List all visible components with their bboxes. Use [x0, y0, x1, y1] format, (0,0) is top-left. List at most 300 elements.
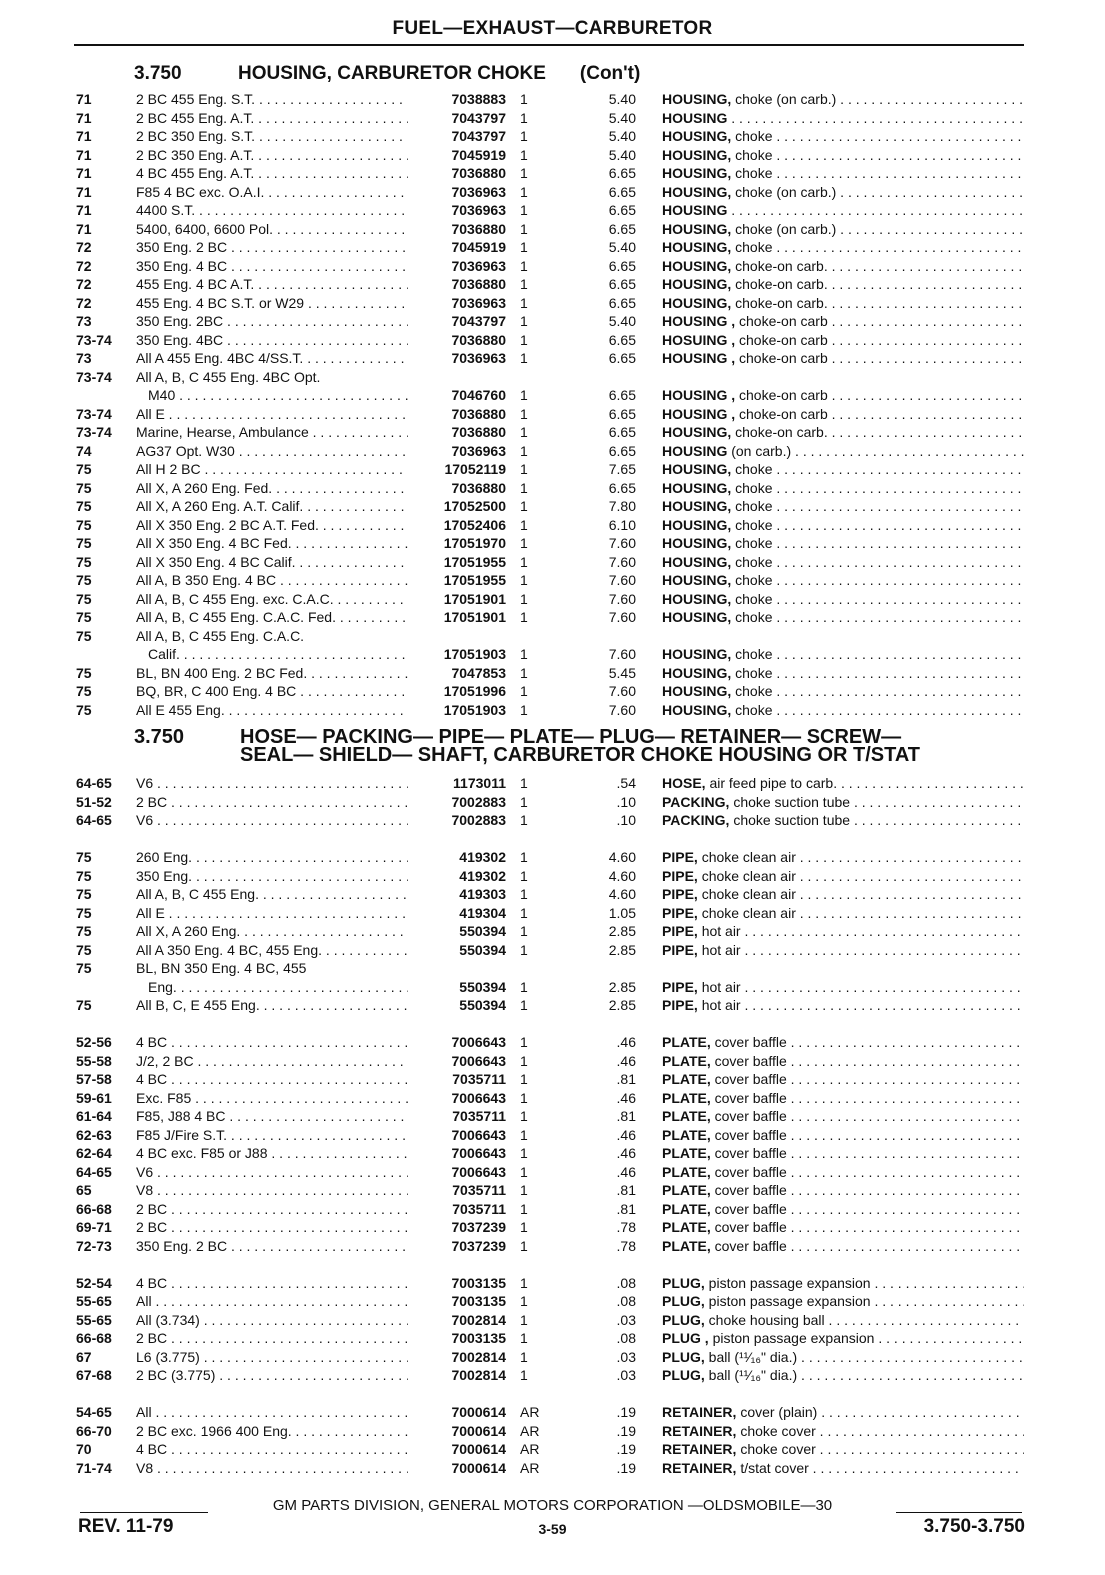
part-number: 7002883 — [451, 812, 506, 828]
application-description — [136, 571, 408, 590]
part-name — [662, 1033, 1024, 1052]
part-number: 7046760 — [451, 387, 506, 403]
part-name — [662, 922, 1024, 941]
table-row — [0, 275, 1105, 294]
part-detail: choke . . . — [735, 702, 1024, 718]
part-name — [662, 996, 1024, 1015]
part-name-bold: PLUG , — [662, 1330, 709, 1346]
part-detail: choke-on carb. . . . — [735, 276, 1024, 292]
application-text: 2 BC . . . — [136, 794, 408, 810]
part-name-bold: HOUSING — [662, 202, 728, 218]
application-text: 4 BC exc. F85 or J88 . . . — [136, 1145, 408, 1161]
part-detail: hot air . . . — [702, 997, 1024, 1013]
part-detail: ball (¹¹⁄₁₆" dia.) . . . — [709, 1349, 1024, 1365]
application-description — [136, 405, 408, 424]
price: 5.40 — [608, 239, 636, 255]
part-detail: choke . . . — [735, 517, 1024, 533]
application-text: BL, BN 400 Eng. 2 BC Fed. . . . — [136, 665, 408, 681]
quantity: AR — [520, 1459, 540, 1476]
application-text: 2 BC 350 Eng. S.T. . . . — [136, 128, 408, 144]
quantity: 1 — [520, 1182, 528, 1198]
part-number: 7037239 — [451, 1219, 506, 1235]
year-range: 66-68 — [76, 1200, 112, 1217]
price: 6.65 — [608, 479, 636, 496]
application-text: All X, A 260 Eng. Fed. . . . — [136, 480, 408, 496]
part-name — [662, 1163, 1024, 1182]
year-range: 62-64 — [76, 1145, 112, 1161]
part-number: 419302 — [459, 867, 506, 884]
part-detail: choke . . . — [735, 165, 1024, 181]
year-range: 64-65 — [76, 775, 112, 791]
quantity: 1 — [520, 701, 528, 718]
year-range: 67-68 — [76, 1367, 112, 1383]
part-detail: choke clean air . . . — [702, 849, 1024, 865]
price: .46 — [616, 1145, 636, 1161]
year-range: 75 — [76, 479, 92, 496]
part-name — [662, 1200, 1024, 1219]
application-text: V6 . . . — [136, 1164, 408, 1180]
year-range: 73 — [76, 313, 92, 329]
price: .81 — [616, 1108, 636, 1124]
year-range: 71 — [76, 202, 92, 218]
quantity: 1 — [520, 276, 528, 292]
application-description — [136, 1403, 408, 1422]
part-name — [662, 534, 1024, 553]
table-row — [0, 1459, 1105, 1478]
part-number: 550394 — [459, 978, 506, 995]
application-text: All A, B, C 455 Eng. 4BC Opt. — [136, 368, 321, 385]
part-name-bold: RETAINER, — [662, 1441, 737, 1457]
quantity: 1 — [520, 1200, 528, 1217]
part-name-bold: HOUSING, — [662, 220, 732, 237]
price: 4.60 — [608, 886, 636, 902]
part-name-bold: PLATE, — [662, 1034, 711, 1050]
application-description — [136, 701, 408, 720]
part-number: 550394 — [459, 923, 506, 939]
part-detail: choke . . . — [735, 239, 1024, 255]
price: 7.60 — [608, 535, 636, 551]
part-name-bold: PLATE, — [662, 1163, 711, 1180]
table-row — [0, 627, 1105, 646]
application-text: All X 350 Eng. 4 BC Fed. . . . — [136, 535, 408, 551]
price: 1.05 — [608, 904, 636, 921]
quantity: 1 — [520, 867, 528, 884]
part-number: 7043797 — [451, 109, 506, 126]
part-number: 550394 — [459, 997, 506, 1013]
application-text: V6 . . . — [136, 812, 408, 828]
application-text: All X 350 Eng. 2 BC A.T. Fed. . . . — [136, 517, 408, 533]
part-detail: choke . . . — [735, 498, 1024, 514]
part-detail: cover baffle . . . — [715, 1108, 1024, 1124]
price: .81 — [616, 1182, 636, 1198]
table-row — [0, 848, 1105, 867]
price: 6.65 — [608, 331, 636, 348]
part-name-bold: PLATE, — [662, 1052, 711, 1069]
part-name-bold: HOUSING, — [662, 572, 732, 588]
part-number: 7006643 — [451, 1034, 506, 1050]
part-detail: choke-on carb . . . — [739, 387, 1024, 403]
price: 7.60 — [608, 646, 636, 662]
part-number: 17052119 — [444, 461, 506, 477]
part-name — [662, 645, 1024, 664]
application-description — [136, 553, 408, 572]
part-detail: (on carb.) . . . — [731, 443, 1024, 459]
application-description — [136, 1422, 408, 1441]
part-detail: choke . . . — [735, 480, 1024, 496]
application-text: V8 . . . — [136, 1182, 408, 1198]
part-name — [662, 701, 1024, 720]
section-number: 3.750 — [134, 63, 182, 84]
application-text: 5400, 6400, 6600 Pol. . . . — [136, 221, 408, 237]
application-text: 350 Eng. . . . — [136, 868, 408, 884]
part-name — [662, 183, 1024, 202]
part-detail: choke clean air . . . — [702, 886, 1024, 902]
quantity: 1 — [520, 1163, 528, 1180]
price: 5.45 — [608, 664, 636, 681]
part-number: 7035711 — [452, 1071, 506, 1087]
application-text: Exc. F85 . . . — [136, 1090, 408, 1106]
part-detail: hot air . . . — [702, 942, 1024, 958]
part-name — [662, 1181, 1024, 1200]
part-name-bold: PIPE, — [662, 923, 698, 939]
part-name-bold: HOSUING , — [662, 331, 736, 348]
part-name — [662, 978, 1024, 997]
part-detail: choke . . . — [735, 128, 1024, 144]
part-detail: choke cover . . . — [740, 1423, 1024, 1439]
year-range: 71 — [76, 220, 92, 237]
part-name-bold: HOUSING, — [662, 479, 732, 496]
part-detail: choke . . . — [735, 535, 1024, 551]
price: 6.65 — [608, 202, 636, 218]
part-name-bold: RETAINER, — [662, 1422, 737, 1439]
year-range: 54-65 — [76, 1404, 112, 1420]
part-number: 17052500 — [443, 498, 506, 514]
application-description — [136, 257, 408, 276]
application-description — [136, 922, 408, 941]
price: 2.85 — [608, 941, 636, 958]
table-row — [0, 238, 1105, 257]
part-name-bold: PIPE, — [662, 941, 698, 958]
part-detail: ball (¹¹⁄₁₆" dia.) . . . — [709, 1367, 1024, 1383]
year-range: 51-52 — [76, 793, 112, 810]
part-name-bold: HOUSING, — [662, 553, 732, 570]
application-text: F85 J/Fire S.T. . . . — [136, 1127, 408, 1143]
application-text: 4 BC . . . — [136, 1034, 408, 1050]
table-row — [0, 885, 1105, 904]
application-text: 4 BC 455 Eng. A.T. . . . — [136, 165, 408, 181]
application-text: All . . . — [136, 1293, 408, 1309]
application-description — [148, 386, 408, 405]
quantity: 1 — [520, 313, 528, 329]
table-row — [0, 922, 1105, 941]
part-name — [662, 682, 1024, 701]
quantity: 1 — [520, 1089, 528, 1106]
part-name — [662, 146, 1024, 165]
part-detail: piston passage expansion . . . — [709, 1293, 1024, 1309]
application-text: All (3.734) . . . — [136, 1312, 408, 1328]
year-range: 73-74 — [76, 424, 112, 440]
part-name-bold: PIPE, — [662, 997, 698, 1013]
part-number: 7006643 — [451, 1052, 506, 1069]
part-name-bold: HOUSING, — [662, 128, 732, 144]
part-detail: cover (plain) . . . — [740, 1404, 1024, 1420]
application-text: V6 . . . — [136, 775, 408, 791]
part-number: 7036963 — [451, 257, 506, 274]
application-text: 455 Eng. 4 BC S.T. or W29 . . . — [136, 295, 408, 311]
table-row — [0, 701, 1105, 720]
year-range: 75 — [76, 904, 92, 921]
quantity: 1 — [520, 646, 528, 662]
part-detail: choke clean air . . . — [702, 868, 1024, 884]
application-description — [136, 811, 408, 830]
application-description — [136, 1200, 408, 1219]
part-detail: cover baffle . . . — [715, 1053, 1024, 1069]
part-name — [662, 220, 1024, 239]
application-text: 455 Eng. 4 BC A.T. . . . — [136, 276, 408, 292]
application-description — [136, 1126, 408, 1145]
part-name — [662, 553, 1024, 572]
quantity: 1 — [520, 572, 528, 588]
application-description — [136, 238, 408, 257]
year-range: 75 — [76, 941, 92, 958]
application-text: 4 BC . . . — [136, 1441, 408, 1457]
application-description — [136, 1181, 408, 1200]
part-number: 550394 — [459, 941, 506, 958]
application-description — [136, 793, 408, 812]
part-name — [662, 1218, 1024, 1237]
table-row — [0, 442, 1105, 461]
part-name-bold: HOUSING , — [662, 313, 736, 329]
application-text: 4 BC . . . — [136, 1071, 408, 1087]
footer-publisher: GM PARTS DIVISION, GENERAL MOTORS CORPORATION —OLDSMOBILE—30 — [272, 1497, 833, 1514]
part-name — [662, 867, 1024, 886]
part-name — [662, 1070, 1024, 1089]
quantity: 1 — [520, 387, 528, 403]
part-name — [662, 164, 1024, 183]
part-number: 7003135 — [451, 1274, 506, 1291]
part-name — [662, 127, 1024, 146]
part-name — [662, 1329, 1024, 1348]
table-row — [0, 405, 1105, 424]
part-name-bold: PIPE, — [662, 867, 698, 884]
part-name-bold: HOUSING, — [662, 590, 732, 607]
part-name-bold: HOUSING, — [662, 461, 732, 477]
application-description — [136, 423, 408, 442]
footer-page-number: 3-59 — [538, 1521, 567, 1537]
part-name-bold: HOUSING, — [662, 146, 732, 163]
application-description — [136, 460, 408, 479]
table-row — [0, 497, 1105, 516]
price: .78 — [616, 1219, 636, 1235]
part-name-bold: HOUSING , — [662, 350, 736, 366]
quantity: 1 — [520, 1293, 528, 1309]
part-name-bold: HOUSING, — [662, 424, 732, 440]
part-name — [662, 1311, 1024, 1330]
application-text: Calif. . . . — [148, 646, 408, 662]
application-text: 4400 S.T. . . . — [136, 202, 408, 218]
part-detail: cover baffle . . . — [715, 1238, 1024, 1254]
part-name — [662, 811, 1024, 830]
part-name — [662, 904, 1024, 923]
application-text: F85, J88 4 BC . . . — [136, 1108, 408, 1124]
table-row — [0, 183, 1105, 202]
table-spacer — [0, 1385, 1105, 1404]
part-detail: choke . . . — [735, 461, 1024, 477]
part-detail: choke-on carb . . . — [739, 313, 1024, 329]
year-range: 74 — [76, 442, 92, 459]
application-description — [136, 1348, 408, 1367]
part-detail: choke . . . — [735, 609, 1024, 625]
section-continued: (Con't) — [579, 63, 641, 84]
application-text: 350 Eng. 2BC . . . — [136, 313, 408, 329]
application-text: 4 BC . . . — [136, 1275, 408, 1291]
price: 6.65 — [608, 350, 636, 366]
price: 2.85 — [608, 978, 636, 995]
section-title-line-1: HOSE— PACKING— PIPE— PLATE— PLUG— RETAINER— SCREW— — [240, 726, 902, 748]
price: .81 — [616, 1071, 636, 1087]
application-text: V8 . . . — [136, 1460, 408, 1476]
part-detail: choke suction tube . . . — [733, 812, 1024, 828]
part-name-bold: PACKING, — [662, 793, 730, 810]
part-number: 17051901 — [443, 609, 506, 625]
part-detail: cover baffle . . . — [715, 1164, 1024, 1180]
part-number: 17051955 — [443, 553, 506, 570]
application-text: All H 2 BC . . . — [136, 461, 408, 477]
quantity: 1 — [520, 516, 528, 533]
part-number: 7036880 — [451, 276, 506, 292]
application-description — [136, 1292, 408, 1311]
quantity: 1 — [520, 609, 528, 625]
table-row — [0, 1422, 1105, 1441]
application-text: 350 Eng. 2 BC . . . — [136, 1238, 408, 1254]
part-name — [662, 405, 1024, 424]
year-range: 55-58 — [76, 1052, 112, 1069]
section-number: 3.750 — [134, 726, 185, 748]
price: .46 — [616, 1126, 636, 1143]
part-number: 7006643 — [451, 1126, 506, 1143]
quantity: 1 — [520, 1052, 528, 1069]
part-name-bold: HOUSING, — [662, 498, 732, 514]
quantity: 1 — [520, 1367, 528, 1383]
price: .81 — [616, 1200, 636, 1217]
part-detail: cover baffle . . . — [715, 1145, 1024, 1161]
application-description — [148, 978, 408, 997]
application-description — [136, 1089, 408, 1108]
part-number: 17051903 — [443, 701, 506, 718]
application-text: All E . . . — [136, 905, 408, 921]
part-name-bold: HOUSING, — [662, 257, 732, 274]
year-range: 66-68 — [76, 1330, 112, 1346]
application-description — [136, 1052, 408, 1071]
application-text: AG37 Opt. W30 . . . — [136, 443, 408, 459]
table-row — [0, 460, 1105, 479]
part-number: 419303 — [459, 886, 506, 902]
application-description — [136, 294, 408, 313]
table-row — [0, 1329, 1105, 1348]
application-description — [136, 1107, 408, 1126]
part-detail: choke-on carb . . . — [739, 406, 1024, 422]
part-number: 7036880 — [451, 220, 506, 237]
table-row — [0, 1237, 1105, 1256]
part-number: 7036880 — [451, 405, 506, 422]
application-description — [136, 1237, 408, 1256]
part-number: 419302 — [459, 849, 506, 865]
price: .46 — [616, 1034, 636, 1050]
quantity: 1 — [520, 146, 528, 163]
table-row — [0, 164, 1105, 183]
table-row — [0, 1089, 1105, 1108]
table-row — [0, 774, 1105, 793]
part-number: 7036963 — [451, 442, 506, 459]
part-detail: cover baffle . . . — [715, 1201, 1024, 1217]
year-range: 75 — [76, 516, 92, 533]
part-name-bold: HOUSING — [662, 442, 728, 459]
application-text: BQ, BR, C 400 Eng. 4 BC . . . — [136, 683, 408, 699]
application-text: 2 BC . . . — [136, 1219, 408, 1235]
table-row — [0, 294, 1105, 313]
application-description — [136, 146, 408, 165]
table-row — [0, 1440, 1105, 1459]
part-name-bold: HOUSING, — [662, 535, 732, 551]
part-name-bold: HOUSING, — [662, 609, 732, 625]
application-text: 350 Eng. 4 BC . . . — [136, 258, 408, 274]
part-name-bold: HOUSING, — [662, 664, 732, 681]
part-detail: cover baffle . . . — [715, 1071, 1024, 1087]
application-description — [136, 627, 408, 646]
price: .78 — [616, 1237, 636, 1254]
quantity: 1 — [520, 793, 528, 810]
table-row — [0, 1181, 1105, 1200]
page-title: FUEL—EXHAUST—CARBURETOR — [392, 18, 713, 39]
part-number: 7006643 — [451, 1089, 506, 1106]
price: 5.40 — [608, 146, 636, 163]
price: 5.40 — [608, 109, 636, 126]
year-range: 72 — [76, 276, 92, 292]
year-range: 73-74 — [76, 331, 112, 348]
part-number: 7000614 — [451, 1404, 506, 1420]
part-detail: choke-on carb. . . . — [735, 295, 1024, 311]
part-number: 7000614 — [451, 1441, 506, 1457]
part-name-bold: HOUSING, — [662, 701, 732, 718]
application-description — [136, 1163, 408, 1182]
price: .03 — [616, 1367, 636, 1383]
part-name — [662, 664, 1024, 683]
price: 6.65 — [608, 387, 636, 403]
part-number: 7003135 — [451, 1293, 506, 1309]
quantity: 1 — [520, 1145, 528, 1161]
part-detail: choke-on carb. . . . — [735, 258, 1024, 274]
application-text: All A 350 Eng. 4 BC, 455 Eng. . . . — [136, 942, 408, 958]
section-title-line-2: SEAL— SHIELD— SHAFT, CARBURETOR CHOKE HOUSING OR T/STAT — [240, 744, 921, 766]
year-range: 73 — [76, 350, 92, 366]
part-name-bold: PLATE, — [662, 1089, 711, 1106]
table-row — [0, 571, 1105, 590]
part-name-bold: PLATE, — [662, 1145, 711, 1161]
table-row — [0, 312, 1105, 331]
part-number: 17051901 — [443, 590, 506, 607]
part-name-bold: HOUSING, — [662, 683, 732, 699]
table-row — [0, 904, 1105, 923]
year-range: 71 — [76, 109, 92, 126]
part-name — [662, 238, 1024, 257]
price: 6.65 — [608, 183, 636, 200]
quantity: 1 — [520, 904, 528, 921]
application-description — [136, 996, 408, 1015]
application-description — [136, 1329, 408, 1348]
table-row — [0, 1144, 1105, 1163]
part-name-bold: HOUSING, — [662, 294, 732, 311]
part-number: 419304 — [459, 904, 506, 921]
